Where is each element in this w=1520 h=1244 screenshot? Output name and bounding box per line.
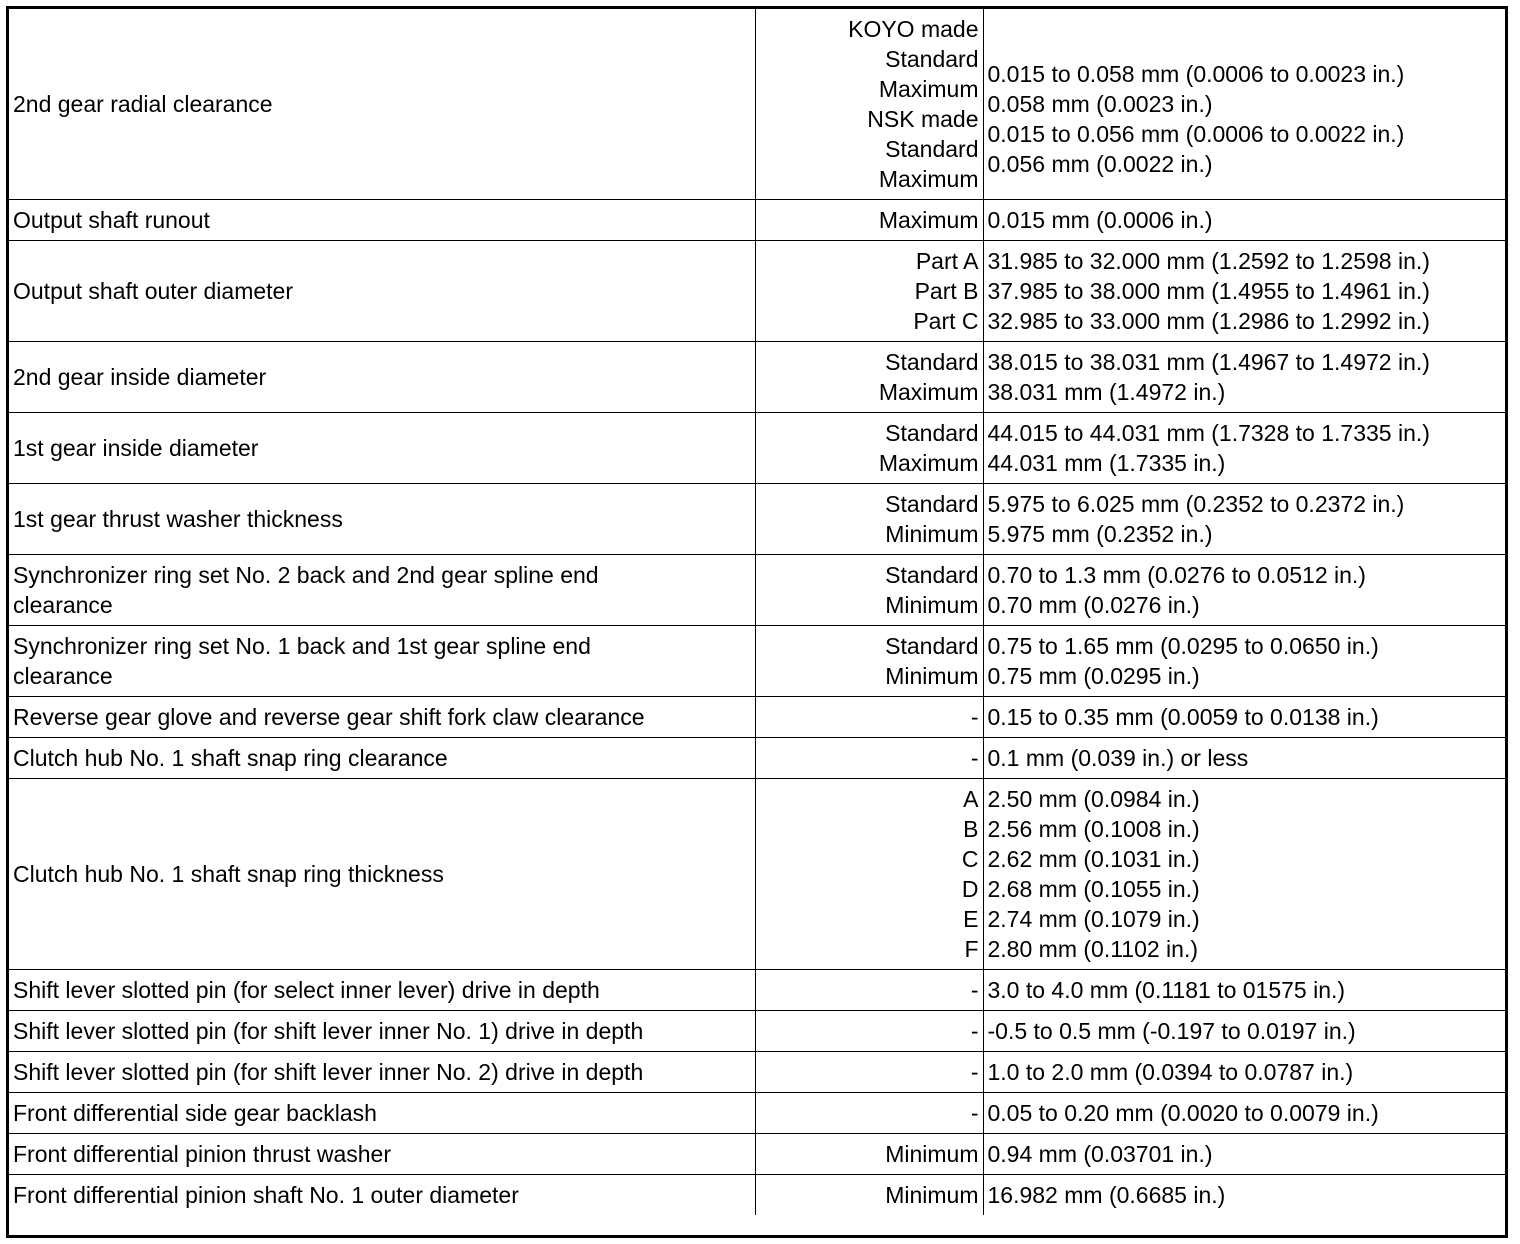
item-cell: Front differential side gear backlash bbox=[9, 1093, 755, 1134]
condition-cell bbox=[755, 200, 983, 241]
table-row bbox=[9, 626, 1505, 697]
value-cell bbox=[983, 1011, 1505, 1052]
table-row bbox=[9, 1093, 1505, 1134]
value-cell bbox=[983, 697, 1505, 738]
condition-cell bbox=[755, 779, 983, 970]
item-cell: Front differential pinion thrust washer bbox=[9, 1134, 755, 1175]
condition-label: Maximum bbox=[878, 450, 979, 476]
item-cell: 1st gear thrust washer thickness bbox=[9, 484, 755, 555]
condition-label: C bbox=[961, 846, 979, 872]
spec-value: 2.62 mm (0.1031 in.) bbox=[987, 846, 1200, 872]
spec-value: 0.75 to 1.65 mm (0.0295 to 0.0650 in.) bbox=[987, 633, 1379, 659]
table-row bbox=[9, 1052, 1505, 1093]
item-cell: Output shaft runout bbox=[9, 200, 755, 241]
table-row bbox=[9, 9, 1505, 200]
table-row bbox=[9, 1134, 1505, 1175]
condition-label: Maximum bbox=[878, 166, 979, 192]
condition-label: Standard bbox=[885, 349, 979, 375]
condition-cell bbox=[755, 1052, 983, 1093]
spec-value: 0.70 to 1.3 mm (0.0276 to 0.0512 in.) bbox=[987, 562, 1366, 588]
spec-value: 0.015 to 0.056 mm (0.0006 to 0.0022 in.) bbox=[987, 121, 1405, 147]
specification-sheet bbox=[6, 6, 1508, 1238]
condition-label: B bbox=[963, 816, 979, 842]
condition-label: E bbox=[963, 906, 979, 932]
condition-label: Standard bbox=[885, 633, 979, 659]
condition-cell bbox=[755, 241, 983, 342]
spec-value: 0.05 to 0.20 mm (0.0020 to 0.0079 in.) bbox=[987, 1100, 1379, 1126]
condition-label: - bbox=[970, 1059, 979, 1085]
table-row bbox=[9, 484, 1505, 555]
table-row bbox=[9, 697, 1505, 738]
condition-label: Minimum bbox=[885, 1141, 979, 1167]
spec-value: 0.056 mm (0.0022 in.) bbox=[987, 151, 1213, 177]
condition-cell bbox=[755, 1175, 983, 1216]
spec-value: 0.70 mm (0.0276 in.) bbox=[987, 592, 1200, 618]
table-row bbox=[9, 342, 1505, 413]
item-text: clearance bbox=[13, 592, 113, 618]
spec-value: 0.058 mm (0.0023 in.) bbox=[987, 91, 1213, 117]
spec-value: 2.74 mm (0.1079 in.) bbox=[987, 906, 1200, 932]
table-row bbox=[9, 779, 1505, 970]
value-cell bbox=[983, 1134, 1505, 1175]
table-row bbox=[9, 1175, 1505, 1216]
condition-label: - bbox=[970, 704, 979, 730]
table-row bbox=[9, 413, 1505, 484]
condition-cell bbox=[755, 697, 983, 738]
spec-value: 16.982 mm (0.6685 in.) bbox=[987, 1182, 1226, 1208]
condition-label: A bbox=[963, 786, 979, 812]
condition-label: Maximum bbox=[878, 379, 979, 405]
condition-label: Standard bbox=[885, 491, 979, 517]
item-cell: Shift lever slotted pin (for shift lever inner No. 1) drive in depth bbox=[9, 1011, 755, 1052]
item-cell: 1st gear inside diameter bbox=[9, 413, 755, 484]
table-row bbox=[9, 200, 1505, 241]
value-cell bbox=[983, 779, 1505, 970]
item-cell: Clutch hub No. 1 shaft snap ring thickness bbox=[9, 779, 755, 970]
spec-value: 2.80 mm (0.1102 in.) bbox=[987, 936, 1199, 962]
table-row bbox=[9, 241, 1505, 342]
item-cell: Output shaft outer diameter bbox=[9, 241, 755, 342]
value-cell bbox=[983, 484, 1505, 555]
value-cell bbox=[983, 241, 1505, 342]
condition-label: Maximum bbox=[878, 76, 979, 102]
table-row bbox=[9, 1011, 1505, 1052]
item-text: Synchronizer ring set No. 2 back and 2nd gear spline end bbox=[13, 562, 599, 588]
condition-label: D bbox=[961, 876, 979, 902]
condition-cell bbox=[755, 9, 983, 200]
spec-value: 0.15 to 0.35 mm (0.0059 to 0.0138 in.) bbox=[987, 704, 1379, 730]
condition-label: Maximum bbox=[878, 207, 979, 233]
condition-label: - bbox=[970, 1018, 979, 1044]
spec-value: 31.985 to 32.000 mm (1.2592 to 1.2598 in.) bbox=[987, 248, 1430, 274]
condition-label: - bbox=[970, 745, 979, 771]
value-cell bbox=[983, 555, 1505, 626]
condition-label: Minimum bbox=[885, 592, 979, 618]
spec-value: 37.985 to 38.000 mm (1.4955 to 1.4961 in.) bbox=[987, 278, 1430, 304]
value-cell bbox=[983, 1052, 1505, 1093]
spec-value: 0.75 mm (0.0295 in.) bbox=[987, 663, 1200, 689]
value-cell bbox=[983, 970, 1505, 1011]
value-cell bbox=[983, 626, 1505, 697]
condition-label: Minimum bbox=[885, 663, 979, 689]
condition-cell bbox=[755, 738, 983, 779]
spec-value: 2.68 mm (0.1055 in.) bbox=[987, 876, 1200, 902]
condition-label: Part B bbox=[914, 278, 979, 304]
condition-label: Part A bbox=[915, 248, 979, 274]
spec-value: 0.015 to 0.058 mm (0.0006 to 0.0023 in.) bbox=[987, 61, 1405, 87]
spec-value: 38.015 to 38.031 mm (1.4967 to 1.4972 in.) bbox=[987, 349, 1430, 375]
table-row bbox=[9, 738, 1505, 779]
specification-table bbox=[9, 9, 1505, 1215]
value-cell bbox=[983, 200, 1505, 241]
condition-label: - bbox=[970, 977, 979, 1003]
condition-cell bbox=[755, 484, 983, 555]
item-text: Synchronizer ring set No. 1 back and 1st gear spline end bbox=[13, 633, 591, 659]
item-cell: Reverse gear glove and reverse gear shift fork claw clearance bbox=[9, 697, 755, 738]
spec-value: 1.0 to 2.0 mm (0.0394 to 0.0787 in.) bbox=[987, 1059, 1354, 1085]
condition-label: KOYO made bbox=[848, 16, 979, 42]
condition-cell bbox=[755, 626, 983, 697]
value-cell bbox=[983, 413, 1505, 484]
spec-value: 2.56 mm (0.1008 in.) bbox=[987, 816, 1200, 842]
spec-value: 38.031 mm (1.4972 in.) bbox=[987, 379, 1226, 405]
spec-value: 5.975 to 6.025 mm (0.2352 to 0.2372 in.) bbox=[987, 491, 1405, 517]
item-text: clearance bbox=[13, 663, 113, 689]
spec-value: 32.985 to 33.000 mm (1.2986 to 1.2992 in.) bbox=[987, 308, 1430, 334]
item-cell: Clutch hub No. 1 shaft snap ring clearance bbox=[9, 738, 755, 779]
spec-value: 44.015 to 44.031 mm (1.7328 to 1.7335 in.) bbox=[987, 420, 1430, 446]
condition-cell bbox=[755, 555, 983, 626]
item-cell: 2nd gear inside diameter bbox=[9, 342, 755, 413]
value-cell bbox=[983, 342, 1505, 413]
condition-label: NSK made bbox=[867, 106, 979, 132]
item-cell: 2nd gear radial clearance bbox=[9, 9, 755, 200]
condition-label: Standard bbox=[885, 562, 979, 588]
condition-label: - bbox=[970, 1100, 979, 1126]
value-cell bbox=[983, 1093, 1505, 1134]
condition-label: Standard bbox=[885, 46, 979, 72]
spec-value: -0.5 to 0.5 mm (-0.197 to 0.0197 in.) bbox=[987, 1018, 1356, 1044]
item-cell: Front differential pinion shaft No. 1 outer diameter bbox=[9, 1175, 755, 1216]
condition-cell bbox=[755, 1134, 983, 1175]
value-cell bbox=[983, 9, 1505, 200]
spec-value: 0.015 mm (0.0006 in.) bbox=[987, 207, 1213, 233]
spec-value: 0.94 mm (0.03701 in.) bbox=[987, 1141, 1213, 1167]
condition-cell bbox=[755, 970, 983, 1011]
spec-value: 2.50 mm (0.0984 in.) bbox=[987, 786, 1200, 812]
spec-value: 44.031 mm (1.7335 in.) bbox=[987, 450, 1226, 476]
condition-label: Standard bbox=[885, 136, 979, 162]
spec-value: 0.1 mm (0.039 in.) or less bbox=[987, 745, 1249, 771]
condition-label: Minimum bbox=[885, 1182, 979, 1208]
item-cell bbox=[9, 555, 755, 626]
condition-label: Minimum bbox=[885, 521, 979, 547]
value-cell bbox=[983, 1175, 1505, 1216]
item-cell: Shift lever slotted pin (for shift lever inner No. 2) drive in depth bbox=[9, 1052, 755, 1093]
value-cell bbox=[983, 738, 1505, 779]
spec-value: 5.975 mm (0.2352 in.) bbox=[987, 521, 1213, 547]
condition-label: F bbox=[964, 936, 979, 962]
table-row bbox=[9, 555, 1505, 626]
table-row bbox=[9, 970, 1505, 1011]
condition-cell bbox=[755, 1011, 983, 1052]
item-cell: Shift lever slotted pin (for select inner lever) drive in depth bbox=[9, 970, 755, 1011]
condition-label: Standard bbox=[885, 420, 979, 446]
condition-cell bbox=[755, 342, 983, 413]
spec-value bbox=[988, 29, 1502, 59]
condition-label: Part C bbox=[913, 308, 979, 334]
item-cell bbox=[9, 626, 755, 697]
spec-value: 3.0 to 4.0 mm (0.1181 to 01575 in.) bbox=[987, 977, 1346, 1003]
condition-cell bbox=[755, 1093, 983, 1134]
condition-cell bbox=[755, 413, 983, 484]
